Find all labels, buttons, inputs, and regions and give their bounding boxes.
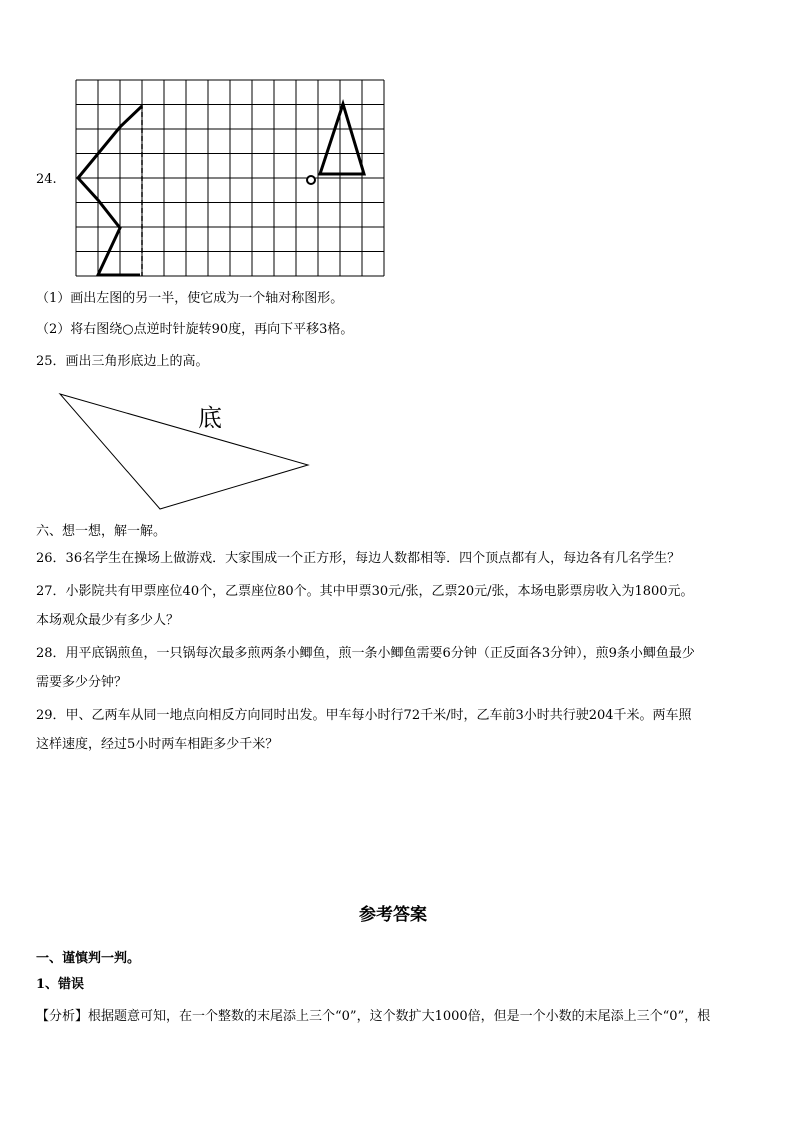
answer-analysis: 【分析】根据题意可知，在一个整数的末尾添上三个“0”，这个数扩大1000倍，但是一个小数的末尾添上三个“0”，根 [36, 1009, 711, 1024]
answers-title: 参考答案 [359, 905, 427, 925]
question-29-line1: 29．甲、乙两车从同一地点向相反方向同时出发。甲车每小时行72千米/时，乙车前3小时共行驶204千米。两车照 [36, 708, 692, 723]
answers-section-1: 一、谨慎判一判。 [36, 951, 141, 966]
q25-text: 25．画出三角形底边上的高。 [36, 354, 209, 369]
question-27-line2: 本场观众最少有多少人？ [36, 613, 180, 628]
question-24-number: 24. [36, 172, 57, 187]
q25-triangle [60, 394, 308, 509]
question-27-line1: 27．小影院共有甲票座位40个，乙票座位80个。其中甲票30元/张，乙票20元/张，本场电影票房收入为1800元。 [36, 584, 694, 599]
question-28-line2: 需要多少分钟？ [36, 675, 128, 690]
left-half-shape [78, 106, 142, 275]
answer-item-1: 1、错误 [36, 977, 85, 992]
q24-sub2: （2）将右图绕○点逆时针旋转90度，再向下平移3格。 [36, 322, 354, 337]
rotation-triangle [320, 104, 364, 174]
section-6-title: 六、想一想，解一解。 [36, 524, 167, 539]
rotation-center-point [307, 176, 315, 184]
q24-sub1: （1）画出左图的另一半，使它成为一个轴对称图形。 [36, 291, 344, 306]
question-29-line2: 这样速度，经过5小时两车相距多少千米？ [36, 737, 279, 752]
triangle-base-label: 底 [198, 404, 222, 432]
square-grid [76, 80, 384, 276]
question-28-line1: 28．用平底锅煎鱼，一只锅每次最多煎两条小鲫鱼，煎一条小鲫鱼需要6分钟（正反面各3分钟），煎9条小鲫鱼最少 [36, 646, 695, 661]
question-26: 26．36名学生在操场上做游戏．大家围成一个正方形，每边人数都相等．四个顶点都有人，每边各有几名学生？ [36, 551, 681, 566]
